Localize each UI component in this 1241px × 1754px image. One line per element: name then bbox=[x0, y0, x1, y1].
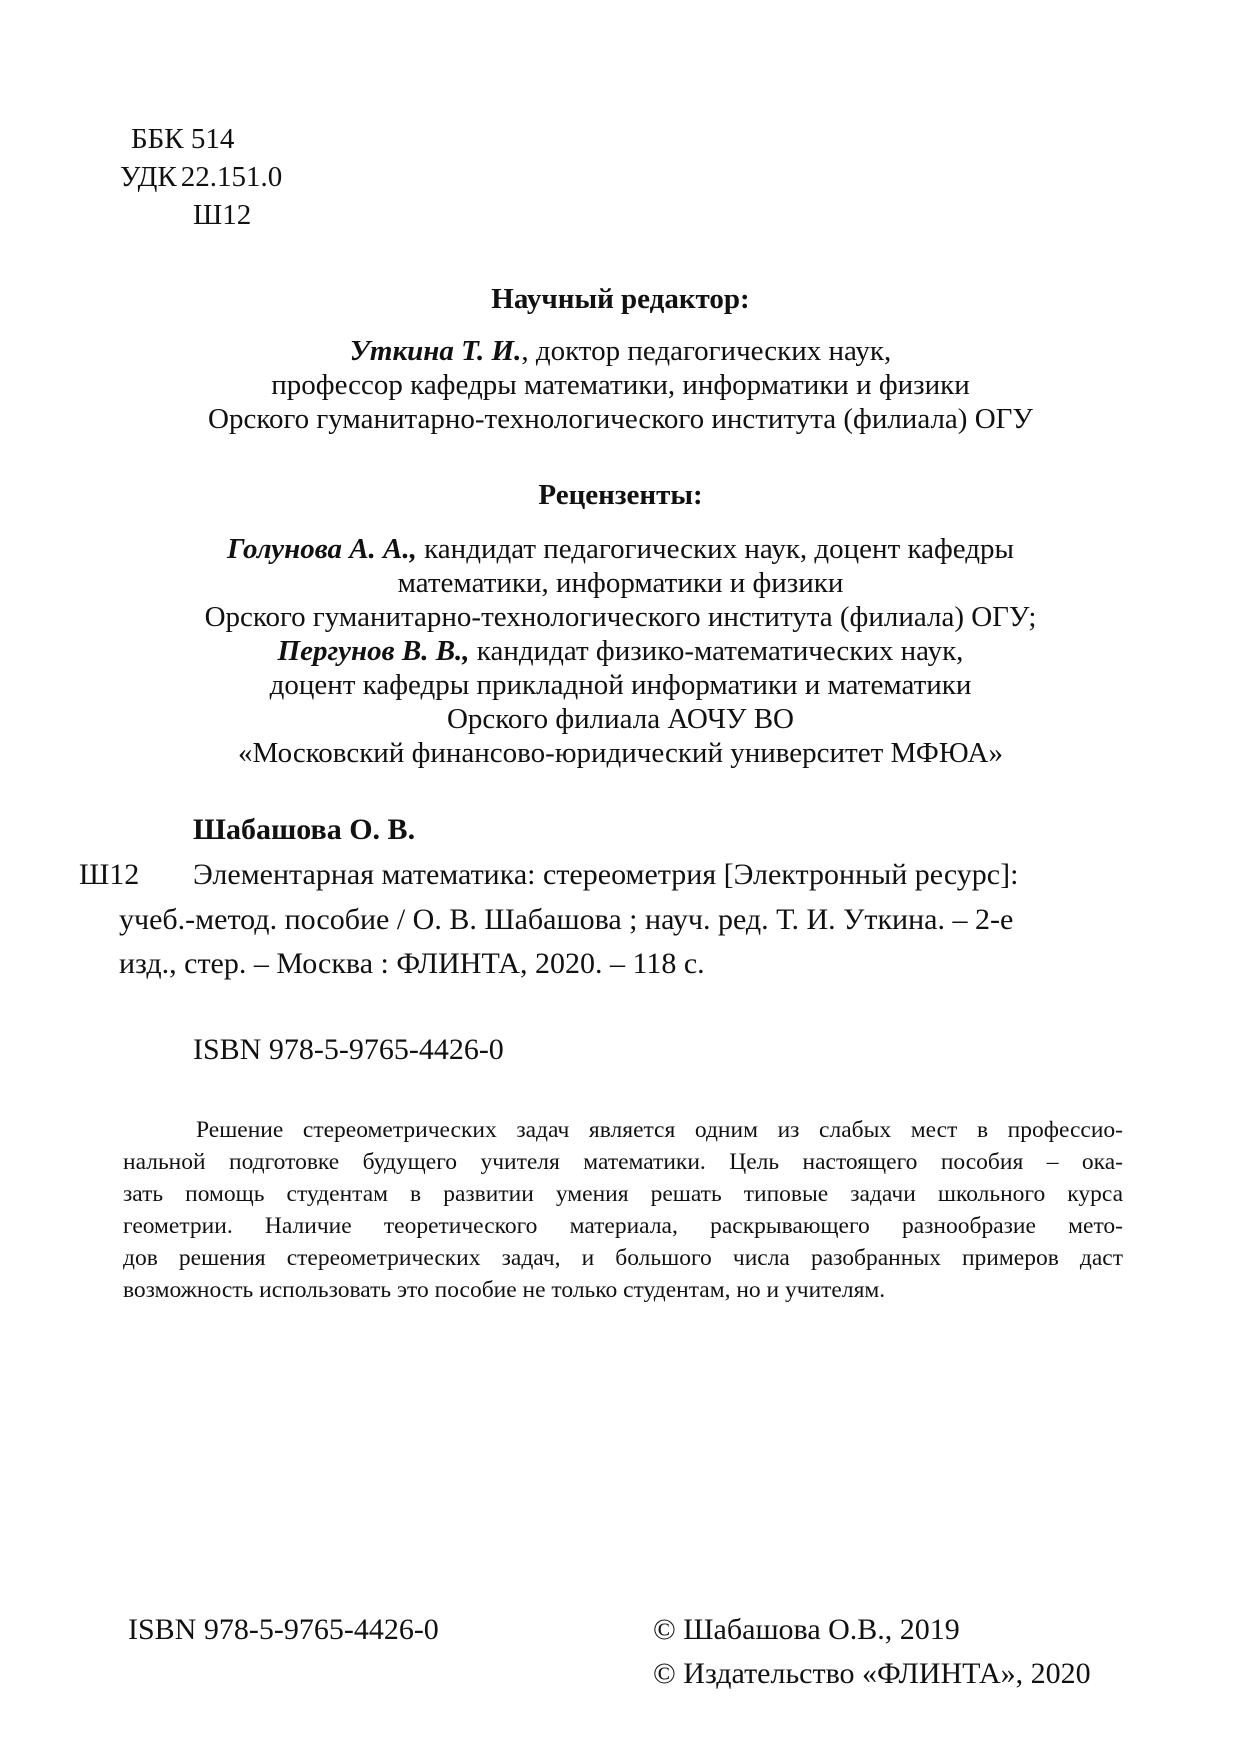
bib-author-heading: Шабашова О. В. bbox=[193, 813, 416, 846]
reviewer-2-name: Пергунов В. В., bbox=[277, 635, 470, 667]
abstract-line: нальной подготовке будущего учителя математики. Цель настоящего пособия – ока- bbox=[123, 1149, 1123, 1175]
reviewer-1-name: Голунова А. А., bbox=[226, 533, 417, 565]
udk-code bbox=[120, 160, 282, 194]
bib-mark: Ш12 bbox=[79, 858, 140, 891]
reviewer-1-line-3: Орского гуманитарно-технологического института (филиала) ОГУ; bbox=[204, 601, 1037, 633]
abstract-line: Решение стереометрических задач является одним из слабых мест в профессио- bbox=[196, 1117, 1123, 1143]
abstract-line: дов решения стереометрических задач, и большого числа разобранных примеров даст bbox=[123, 1245, 1123, 1271]
bib-title-line-2: учеб.-метод. пособие / О. В. Шабашова ; науч. ред. Т. И. Уткина. – 2-е bbox=[119, 903, 1014, 936]
abstract-line: геометрии. Наличие теоретического материала, раскрывающего разнообразие мето- bbox=[123, 1213, 1123, 1239]
bib-isbn: ISBN 978-5-9765-4426-0 bbox=[193, 1033, 504, 1066]
editor-line-3: Орского гуманитарно-технологического института (филиала) ОГУ bbox=[208, 403, 1033, 435]
reviewer-2-line-1-rest: кандидат физико-математических наук, bbox=[469, 635, 964, 667]
abstract-paragraph bbox=[123, 1114, 1123, 1306]
editor-name: Уткина Т. И. bbox=[349, 335, 522, 367]
footer-isbn: ISBN 978-5-9765-4426-0 bbox=[128, 1613, 439, 1646]
editor-line-1-rest: , доктор педагогических наук, bbox=[521, 335, 892, 367]
reviewer-1-line-1 bbox=[0, 532, 1241, 566]
abstract-line: зать помощь студентам в развитии умения решать типовые задачи школьного курса bbox=[123, 1181, 1123, 1207]
bbk-code: ББК 514 bbox=[131, 123, 235, 155]
bib-title-line-1: Элементарная математика: стереометрия [Электронный ресурс]: bbox=[193, 858, 1019, 891]
editor-heading: Научный редактор: bbox=[491, 283, 750, 315]
editor-line-1 bbox=[0, 334, 1241, 368]
reviewer-1-line-1-rest: кандидат педагогических наук, доцент кафедры bbox=[416, 533, 1015, 565]
copyright-publisher: © Издательство «ФЛИНТА», 2020 bbox=[653, 1657, 1091, 1690]
editor-line-2: профессор кафедры математики, информатики и физики bbox=[271, 369, 970, 401]
reviewer-2-line-4: «Московский финансово-юридический университет МФЮА» bbox=[238, 737, 1003, 769]
udk-value: 22.151.0 bbox=[180, 161, 283, 193]
reviewer-1-line-2: математики, информатики и физики bbox=[397, 567, 844, 599]
reviewers-heading: Рецензенты: bbox=[538, 479, 703, 511]
udk-label: УДК bbox=[120, 161, 177, 193]
reviewer-2-line-1 bbox=[0, 634, 1241, 668]
bib-title-line-3: изд., стер. – Москва : ФЛИНТА, 2020. – 118 с. bbox=[119, 947, 705, 980]
reviewer-2-line-2: доцент кафедры прикладной информатики и математики bbox=[269, 669, 972, 701]
copyright-author: © Шабашова О.В., 2019 bbox=[653, 1613, 960, 1646]
reviewer-2-line-3: Орского филиала АОЧУ ВО bbox=[446, 703, 794, 735]
author-mark-code: Ш12 bbox=[193, 199, 252, 231]
abstract-line: возможность использовать это пособие не только студентам, но и учителям. bbox=[123, 1277, 886, 1303]
